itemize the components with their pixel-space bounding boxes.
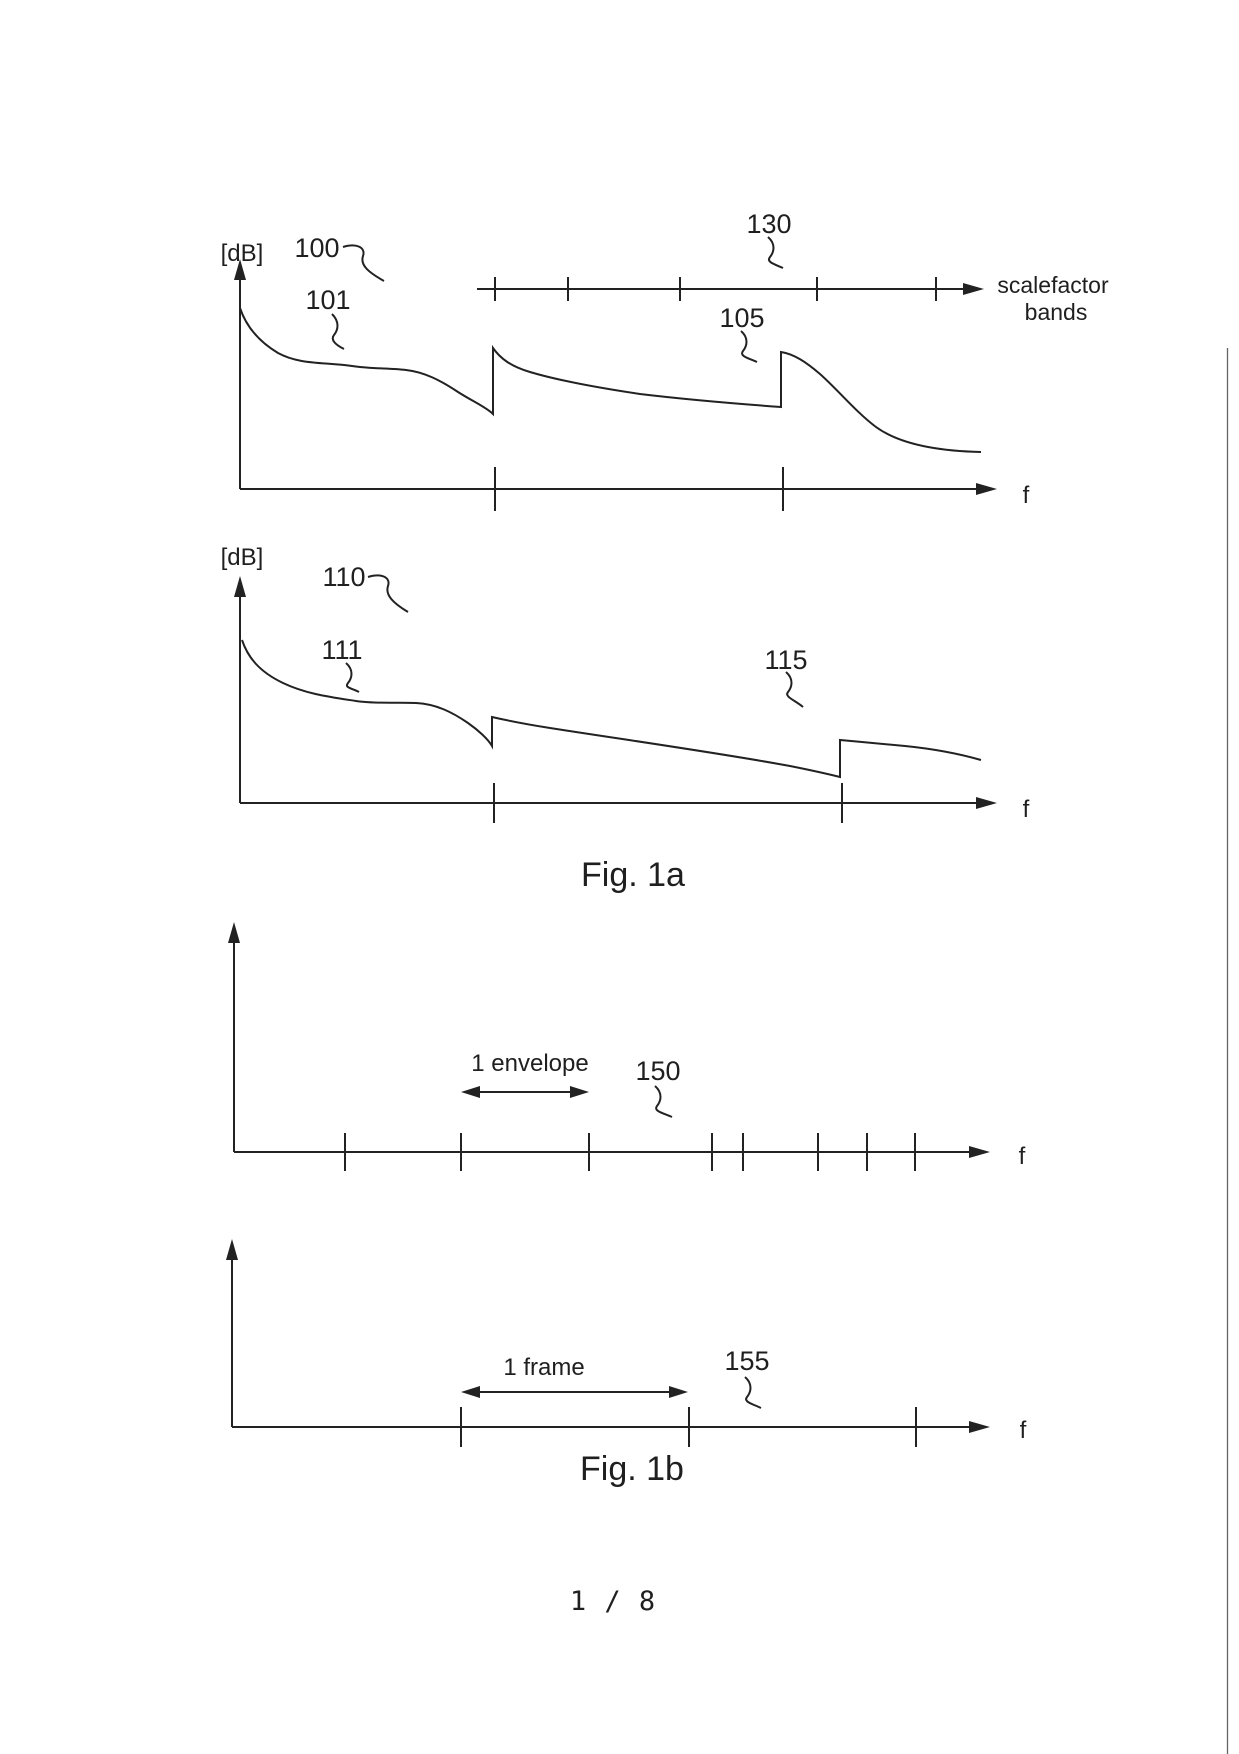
ref-115: 115 [764, 645, 808, 675]
fig1a-bottom-ylabel: [dB] [220, 544, 264, 571]
frame-arrow-right-icon [669, 1386, 688, 1398]
y-axis-arrowhead-icon [226, 1239, 238, 1260]
fig1a-top-ylabel: [dB] [220, 240, 264, 267]
fig1a-caption: Fig. 1a [581, 856, 685, 894]
frame-span-label: 1 frame [503, 1354, 585, 1381]
fig1a-bottom-graph [234, 575, 997, 823]
ref-130: 130 [746, 209, 792, 239]
fig1a-top-xlabel: f [1022, 482, 1030, 509]
spectrum-curve-original [240, 308, 981, 452]
leader-100 [343, 245, 384, 281]
leader-115 [786, 672, 803, 707]
f-axis-arrowhead-icon [969, 1421, 990, 1433]
f-axis-arrowhead-icon [976, 483, 997, 495]
fig1b-top-graph [228, 922, 990, 1171]
leader-155 [745, 1377, 761, 1408]
frame-arrow-left-icon [461, 1386, 480, 1398]
fig1b-caption: Fig. 1b [580, 1450, 684, 1488]
y-axis-arrowhead-icon [228, 922, 240, 943]
ref-100: 100 [294, 233, 340, 263]
band-axis-arrowhead-icon [963, 283, 984, 295]
ref-111: 111 [321, 635, 363, 665]
envelope-arrow-right-icon [570, 1086, 589, 1098]
leader-111 [346, 663, 359, 692]
scalefactor-bands-label-line1: scalefactor [997, 272, 1109, 298]
leader-130 [768, 237, 783, 268]
ref-150: 150 [635, 1056, 681, 1086]
f-axis-arrowhead-icon [976, 797, 997, 809]
envelope-span-label: 1 envelope [471, 1050, 589, 1077]
fig1b-top-xlabel: f [1018, 1143, 1026, 1170]
page-number: 1 / 8 [569, 1586, 657, 1617]
envelope-arrow-left-icon [461, 1086, 480, 1098]
leader-110 [368, 575, 408, 612]
fig1b-bottom-xlabel: f [1019, 1417, 1027, 1444]
y-axis-arrowhead-icon [234, 576, 246, 597]
fig1b-bottom-graph [226, 1239, 990, 1447]
ref-101: 101 [305, 285, 351, 315]
leader-101 [332, 314, 344, 349]
leader-150 [655, 1086, 672, 1117]
fig1a-bottom-xlabel: f [1022, 796, 1030, 823]
ref-105: 105 [719, 303, 765, 333]
leader-105 [741, 331, 757, 362]
ref-110: 110 [322, 562, 366, 592]
fig1a-top-graph [234, 237, 997, 511]
scalefactor-bands-label-line2: bands [1024, 299, 1088, 325]
f-axis-arrowhead-icon [969, 1146, 990, 1158]
ref-155: 155 [724, 1346, 770, 1376]
